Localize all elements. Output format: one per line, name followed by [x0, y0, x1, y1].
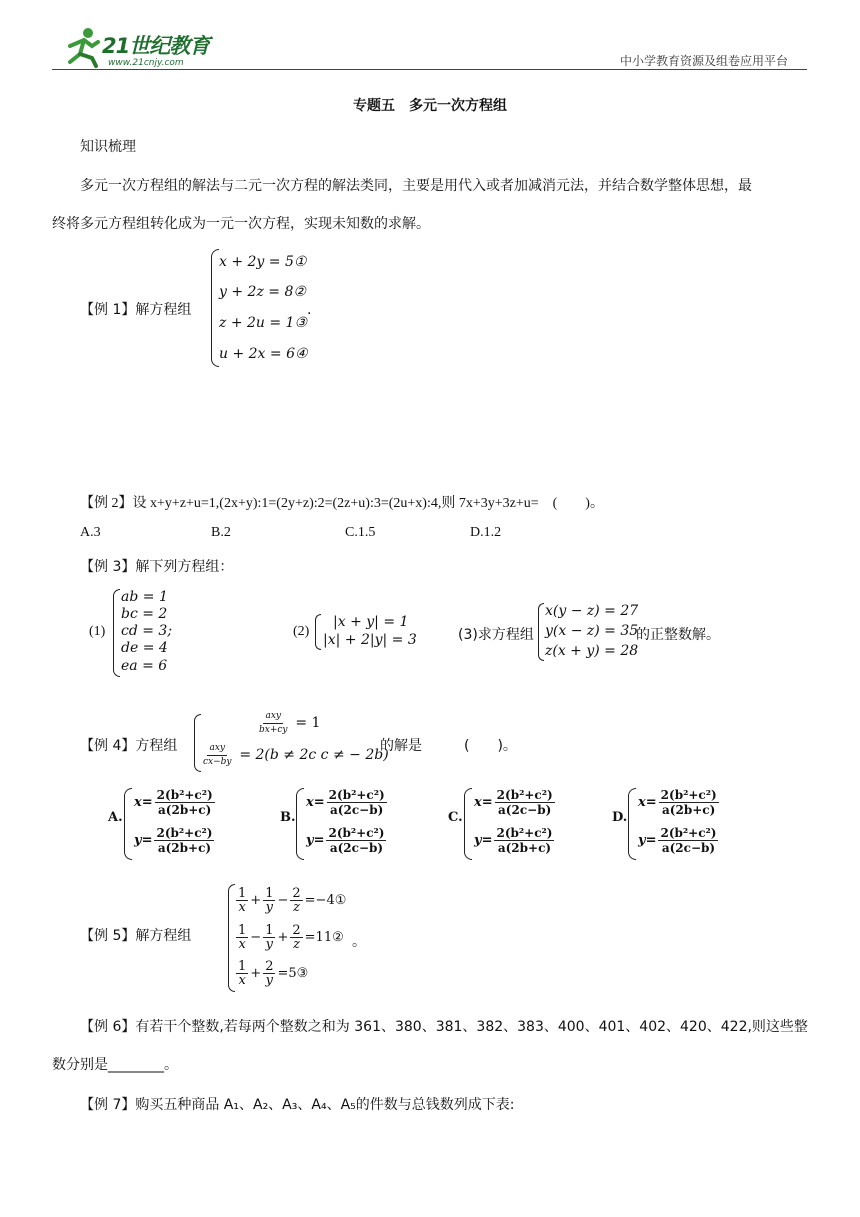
ex4-option-d-label: D.: [612, 810, 628, 825]
ex4-tail: 的解是 ( )。: [380, 738, 517, 754]
ex3-part3-label: (3)求方程组: [458, 627, 534, 643]
ex6-line-2: 数分别是________。: [52, 1057, 178, 1073]
ex2-option-d: D.1.2: [470, 525, 502, 540]
ex4-option-c-x: x= $\frac{\text{2(b²+c²)}}{a(2c-b)}$: [474, 788, 553, 817]
ex4-option-d-brace: [628, 788, 636, 860]
ex4-option-b: [280, 788, 410, 860]
ex4-option-a-label: A.: [108, 810, 123, 825]
logo-main-text: 21世纪教育: [102, 34, 210, 58]
ex4-eq2-num: axy: [207, 742, 227, 756]
ex4-option-d-x: x= $\frac{\text{2(b²+c²)}}{a(2b+c)}$: [638, 788, 717, 817]
ex5-eq3-rest: =5③: [277, 966, 309, 981]
ex5-eq-3: $\frac{1}{x}$ + $\frac{2}{y}$ =5③: [238, 959, 309, 988]
ex6-line-1: 【例 6】有若干个整数,若每两个整数之和为 361、380、381、382、383、400、401、402、420、422,则这些整: [80, 1019, 808, 1035]
ex4-eq2-den: cx−by: [203, 757, 232, 767]
ex4-eq-2: [199, 742, 389, 769]
ex4-option-a-y-num: 2(b²+c²): [156, 826, 213, 840]
ex4-option-c-brace: [464, 788, 472, 860]
ex3-part1-eq-1: ab = 1: [121, 589, 168, 605]
ex4-option-b-x-den: a(2c−b): [330, 803, 384, 817]
ex4-eq-1: [255, 710, 320, 737]
ex3-part1-eq-5: ea = 6: [121, 658, 168, 674]
ex5-label: 【例 5】解方程组: [80, 928, 192, 944]
platform-name: 中小学教育资源及组卷应用平台: [620, 54, 789, 68]
ex3-part2-eq-2: |x| + 2|y| = 3: [323, 632, 417, 648]
ex4-option-b-y: y= $\frac{\text{2(b²+c²)}}{a(2c-b)}$: [306, 826, 385, 855]
ex4-option-a-y: y= $\frac{\text{2(b²+c²)}}{a(2b+c)}$: [134, 826, 213, 855]
ex4-option-b-x-num: 2(b²+c²): [328, 788, 385, 802]
ex5-eq-2: $\frac{1}{x}$ − $\frac{1}{y}$ + $\frac{2}{z}$ =11②: [238, 923, 344, 952]
runner-icon: [62, 26, 102, 68]
ex4-option-d-y-num: 2(b²+c²): [660, 826, 717, 840]
ex1-eq-4: u + 2x = 6④: [219, 346, 308, 362]
ex4-label: 【例 4】方程组: [80, 738, 178, 754]
ex5-eq-1: $\frac{1}{x}$ + $\frac{1}{y}$ − $\frac{2}{z}$ =−4①: [238, 886, 347, 915]
ex4-eq1-num: axy: [263, 710, 283, 724]
ex2-option-b: B.2: [211, 525, 231, 540]
ex2-option-c: C.1.5: [345, 525, 376, 540]
ex3-part1-brace: [113, 589, 120, 677]
ex4-option-a-y-den: a(2b+c): [157, 841, 212, 855]
ex4-option-a-brace: [124, 788, 132, 860]
ex4-option-d: [612, 788, 742, 860]
ex4-option-b-y-num: 2(b²+c²): [328, 826, 385, 840]
ex3-part3-eq-2: y(x − z) = 35: [545, 623, 639, 639]
ex4-option-c-x-den: a(2c−b): [498, 803, 552, 817]
ex3-part3-tail: 的正整数解。: [636, 627, 720, 643]
ex4-option-b-label: B.: [280, 810, 296, 825]
ex1-eq-2: y + 2z = 8②: [219, 284, 306, 300]
ex4-option-d-x-num: 2(b²+c²): [660, 788, 717, 802]
ex4-option-b-y-den: a(2c−b): [329, 841, 384, 855]
ex4-eq1-rhs: = 1: [295, 715, 321, 731]
logo-url-text: www.21cnjy.com: [108, 58, 184, 68]
ex1-tail: .: [307, 302, 312, 318]
ex4-option-a: [108, 788, 238, 860]
ex2-question: 【例 2】设 x+y+z+u=1,(2x+y):1=(2y+z):2=(2z+u):3=(2u+x):4,则 7x+3y+3z+u= ( )。: [80, 496, 604, 511]
ex3-part1-eq-4: de = 4: [121, 640, 168, 656]
ex3-part2-label: (2): [293, 624, 310, 639]
ex2-option-a: A.3: [80, 525, 101, 540]
section-heading: 知识梳理: [80, 139, 136, 155]
ex1-eq-3: z + 2u = 1③: [219, 315, 308, 331]
ex4-eq1-den: bx+cy: [259, 725, 288, 735]
ex5-eq1-rest: =−4①: [304, 893, 347, 908]
ex4-option-c-label: C.: [448, 810, 463, 825]
ex3-label: 【例 3】解下列方程组：: [80, 559, 234, 575]
ex1-brace: [211, 249, 219, 367]
ex7-text: 【例 7】购买五种商品 A₁、A₂、A₃、A₄、A₅的件数与总钱数列成下表:: [80, 1097, 515, 1113]
ex4-option-d-x-den: a(2b+c): [662, 803, 716, 817]
ex3-part2-brace: [315, 614, 321, 650]
ex4-option-a-x-num: 2(b²+c²): [156, 788, 213, 802]
page-title: 专题五 多元一次方程组: [353, 98, 507, 114]
ex4-option-d-y: y= $\frac{\text{2(b²+c²)}}{a(2c-b)}$: [638, 826, 717, 855]
ex3-part2-eq-1: |x + y| = 1: [333, 614, 409, 630]
ex4-option-c-y-num: 2(b²+c²): [496, 826, 553, 840]
ex4-option-a-x-den: a(2b+c): [158, 803, 212, 817]
ex4-option-b-x: x= $\frac{\text{2(b²+c²)}}{a(2c-b)}$: [306, 788, 385, 817]
ex3-part1-label: (1): [89, 624, 106, 639]
intro-line-1: 多元一次方程组的解法与二元一次方程的解法类同，主要是用代入或者加减消元法，并结合数学整体思想，最: [80, 178, 752, 194]
logo: [62, 26, 232, 72]
ex3-part3-eq-1: x(y − z) = 27: [545, 603, 639, 619]
ex1-eq-1: x + 2y = 5①: [219, 254, 307, 270]
ex4-option-c-y: y= $\frac{\text{2(b²+c²)}}{a(2b+c)}$: [474, 826, 553, 855]
ex4-option-b-brace: [296, 788, 304, 860]
ex4-option-c-y-den: a(2b+c): [497, 841, 552, 855]
intro-line-2: 终将多元方程组转化成为一元一次方程，实现未知数的求解。: [52, 216, 430, 232]
ex3-part1-eq-3: cd = 3;: [121, 623, 173, 639]
ex4-option-c: [448, 788, 578, 860]
ex3-part3-brace: [538, 603, 544, 661]
ex1-label: 【例 1】解方程组: [80, 302, 192, 318]
header-rule: [52, 69, 807, 70]
ex5-eq2-rest: =11②: [304, 930, 344, 945]
ex5-tail: 。: [352, 934, 366, 950]
ex4-option-a-x: x= $\frac{\text{2(b²+c²)}}{a(2b+c)}$: [134, 788, 213, 817]
ex3-part3-eq-3: z(x + y) = 28: [545, 643, 639, 659]
ex4-option-d-y-den: a(2c−b): [661, 841, 716, 855]
ex3-part1-eq-2: bc = 2: [121, 606, 168, 622]
ex4-option-c-x-num: 2(b²+c²): [496, 788, 553, 802]
ex4-eq2-rhs: = 2(b ≠ 2c c ≠ − 2b): [239, 747, 389, 763]
